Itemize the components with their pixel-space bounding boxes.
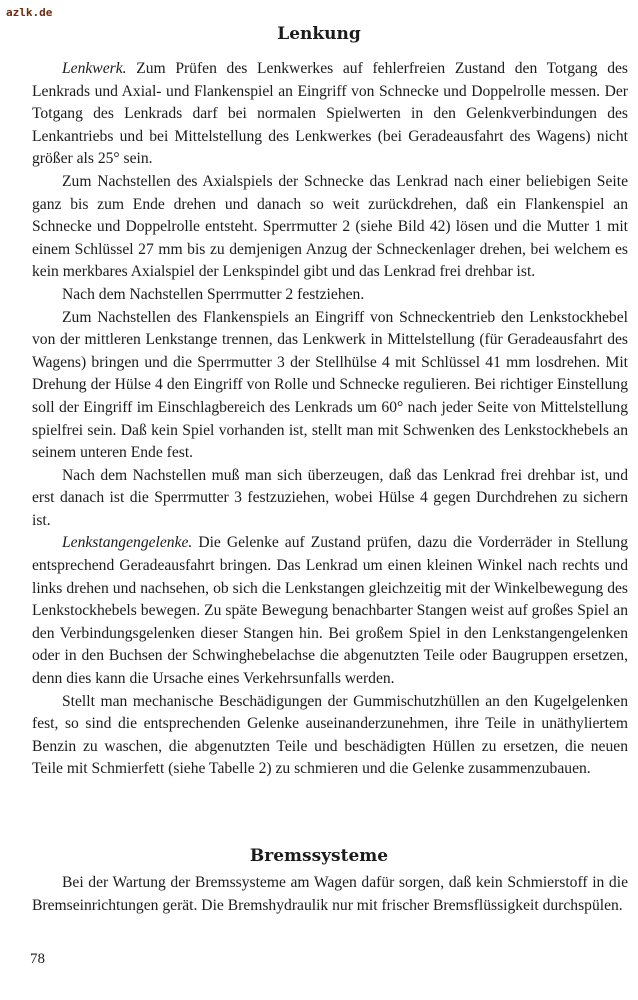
paragraph-text: Bei der Wartung der Bremssysteme am Wagen dafür sorgen, daß kein Schmierstoff in die Bremseinrichtungen gerät. Die Bremshydraulik nur mit frischer Bremsflüssigkeit durchspülen. [32,874,628,914]
paragraph [32,691,628,781]
paragraph-text: Zum Nachstellen des Axialspiels der Schnecke das Lenkrad nach einer beliebigen Seite ganz bis zum Ende drehen und danach so weit zurückdrehen, daß ein Flankenspiel an Schnecke und Doppelrolle entsteht. Sperrmutter 2 (siehe Bild 42) lösen und die Mutter 1 mit einem Schlüssel 27 mm bis zu demjenigen Anzug der Schneckenlager drehen, bei welchem es kein merkbares Axialspiel der Lenkspindel gibt und das Lenkrad frei drehbar ist. [32,172,628,281]
paragraph-lead: Lenkwerk. [62,60,127,77]
paragraph [32,284,628,307]
paragraph-lead: Lenkstangengelenke. [62,534,193,552]
paragraph [32,872,628,917]
paragraph [32,171,628,284]
paragraph-text: Die Gelenke auf Zustand prüfen, dazu die Vorderräder in Stellung entsprechend Geradeausfahrt bringen. Das Lenkrad um einen kleinen Winkel nach rechts und links drehen und nachsehen, ob sich die Lenkstangen gleichzeitig mit der Winkelbewegung des Lenkstockhebels bewegen. Zu späte Bewegung benachbarter Stangen weist auf großes Spiel an den Verbindungsgelenken dieser Stangen hin. Bei großem Spiel in den Lenkstangengelenken oder in den Buchsen der Schwinghebelachse die abgenutzten Teile oder Baugruppen ersetzen, denn dies kann die Ursache eines Verkehrsunfalls werden. [32,534,628,688]
paragraph-text: Nach dem Nachstellen Sperrmutter 2 festziehen. [62,285,365,303]
paragraph-text: Zum Nachstellen des Flankenspiels an Eingriff von Schneckentrieb den Lenkstockhebel von der mittleren Lenkstange trennen, das Lenkwerk in Mittelstellung (für Geradeausfahrt des Wagens) bringen und die Sperrmutter 3 der Stellhülse 4 mit Schlüssel 41 mm losdrehen. Mit Drehung der Hülse 4 den Eingriff von Rolle und Schnecke regulieren. Bei richtiger Einstellung soll der Eingriff im Einschlagbereich des Lenkrads um 60° nach jeder Seite von Mittelstellung spielfrei sein. Daß kein Spiel vorhanden ist, stellt man mit Schwenken des Lenkstockhebels an seinem unteren Ende fest. [32,308,628,462]
paragraph [32,58,628,171]
page-number: 78 [30,951,45,967]
section-title-bremssysteme: Bremssysteme [249,846,389,866]
lenkung-body [32,58,628,781]
paragraph [32,465,628,533]
paragraph [32,307,628,465]
paragraph-text: Nach dem Nachstellen muß man sich überzeugen, daß das Lenkrad frei drehbar ist, und erst danach ist die Sperrmutter 3 festzuziehen, wobei Hülse 4 gegen Durchdrehen zu sichern ist. [32,466,628,529]
paragraph-text: Zum Prüfen des Lenkwerkes auf fehlerfreien Zustand den Totgang des Lenkrads und Axial- und Flankenspiel an Eingriff von Schnecke und Doppelrolle messen. Der Totgang des Lenkrads darf bei normalen Spielwerten in den Gelenkverbindungen des Lenkantriebs und bei Mittelstellung des Lenkwerkes (bei Geradeausfahrt des Wagens) nicht größer als 25° sein. [32,60,628,168]
bremssysteme-body [32,872,628,917]
section-title-lenkung: Lenkung [277,24,361,44]
watermark: azlk.de [6,6,53,19]
paragraph [32,532,628,690]
paragraph-text: Stellt man mechanische Beschädigungen der Gummischutzhüllen an den Kugelgelenken fest, so sind die entsprechenden Gelenke auseinanderzunehmen, ihre Teile in unäthyliertem Benzin zu waschen, die abgenutzten Teile und beschädigten Hüllen zu ersetzen, die neuen Teile mit Schmierfett (siehe Tabelle 2) zu schmieren und die Gelenke zusammenzubauen. [32,692,628,778]
